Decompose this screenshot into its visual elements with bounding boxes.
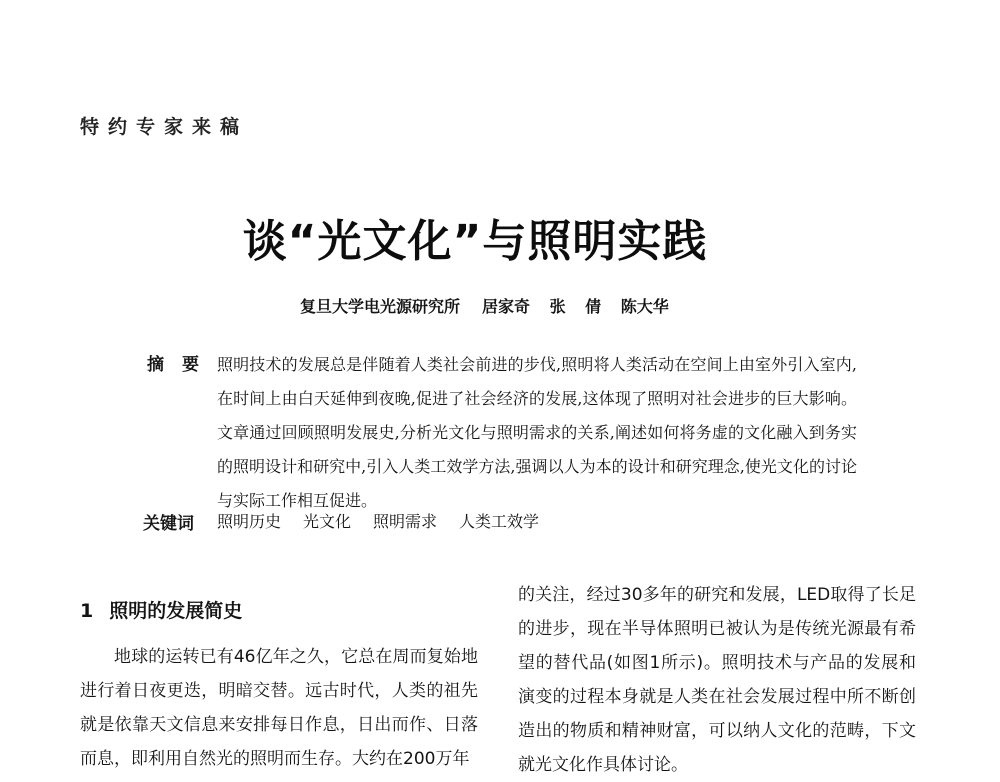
keyword: 照明需求	[373, 512, 438, 531]
abstract-text: 照明技术的发展总是伴随着人类社会前进的步伐,照明将人类活动在空间上由室外引入室内,在时间上由白天延伸到夜晚,促进了社会经济的发展,这体现了照明对社会进步的巨大影响。文章通过回顾照明发展史,分析光文化与照明需求的关系,阐述如何将务虚的文化融入到务实的照明设计和研究中,引入人类工效学方法,强调以人为本的设计和研究理念,使光文化的讨论与实际工作相互促进。	[217, 355, 857, 510]
body-text-left-column: 地球的运转已有46亿年之久，它总在周而复始地进行着日夜更迭，明暗交替。远古时代，人类的祖先就是依靠天文信息来安排每日作息，日出而作、日落而息，即利用自然光的照明而生存。大约在200万年	[80, 647, 478, 769]
authors: 居家奇 张 倩 陈大华	[482, 297, 669, 316]
keyword: 人类工效学	[459, 512, 540, 531]
institution: 复旦大学电光源研究所	[300, 297, 461, 316]
abstract-label: 摘要	[147, 355, 217, 375]
keywords-list	[217, 509, 539, 532]
column-label: 特约专家来稿	[80, 116, 249, 138]
keywords-label: 关键词	[143, 514, 194, 534]
byline	[300, 294, 720, 317]
body-text-right-column: 的关注，经过30多年的研究和发展，LED取得了长足的进步，现在半导体照明已被认为是传统光源最有希望的替代品(如图1所示)。照明技术与产品的发展和演变的过程本身就是人类在社会发展过程中所不断创造出的物质和精神财富，可以纳人文化的范畴，下文就光文化作具体讨论。	[518, 585, 916, 775]
article-title: 谈“光文化”与照明实践	[242, 216, 708, 267]
keyword: 光文化	[303, 512, 352, 531]
section-heading	[80, 596, 242, 623]
section-number: 1	[80, 600, 94, 622]
section-title: 照明的发展简史	[109, 600, 243, 622]
keyword: 照明历史	[217, 512, 282, 531]
